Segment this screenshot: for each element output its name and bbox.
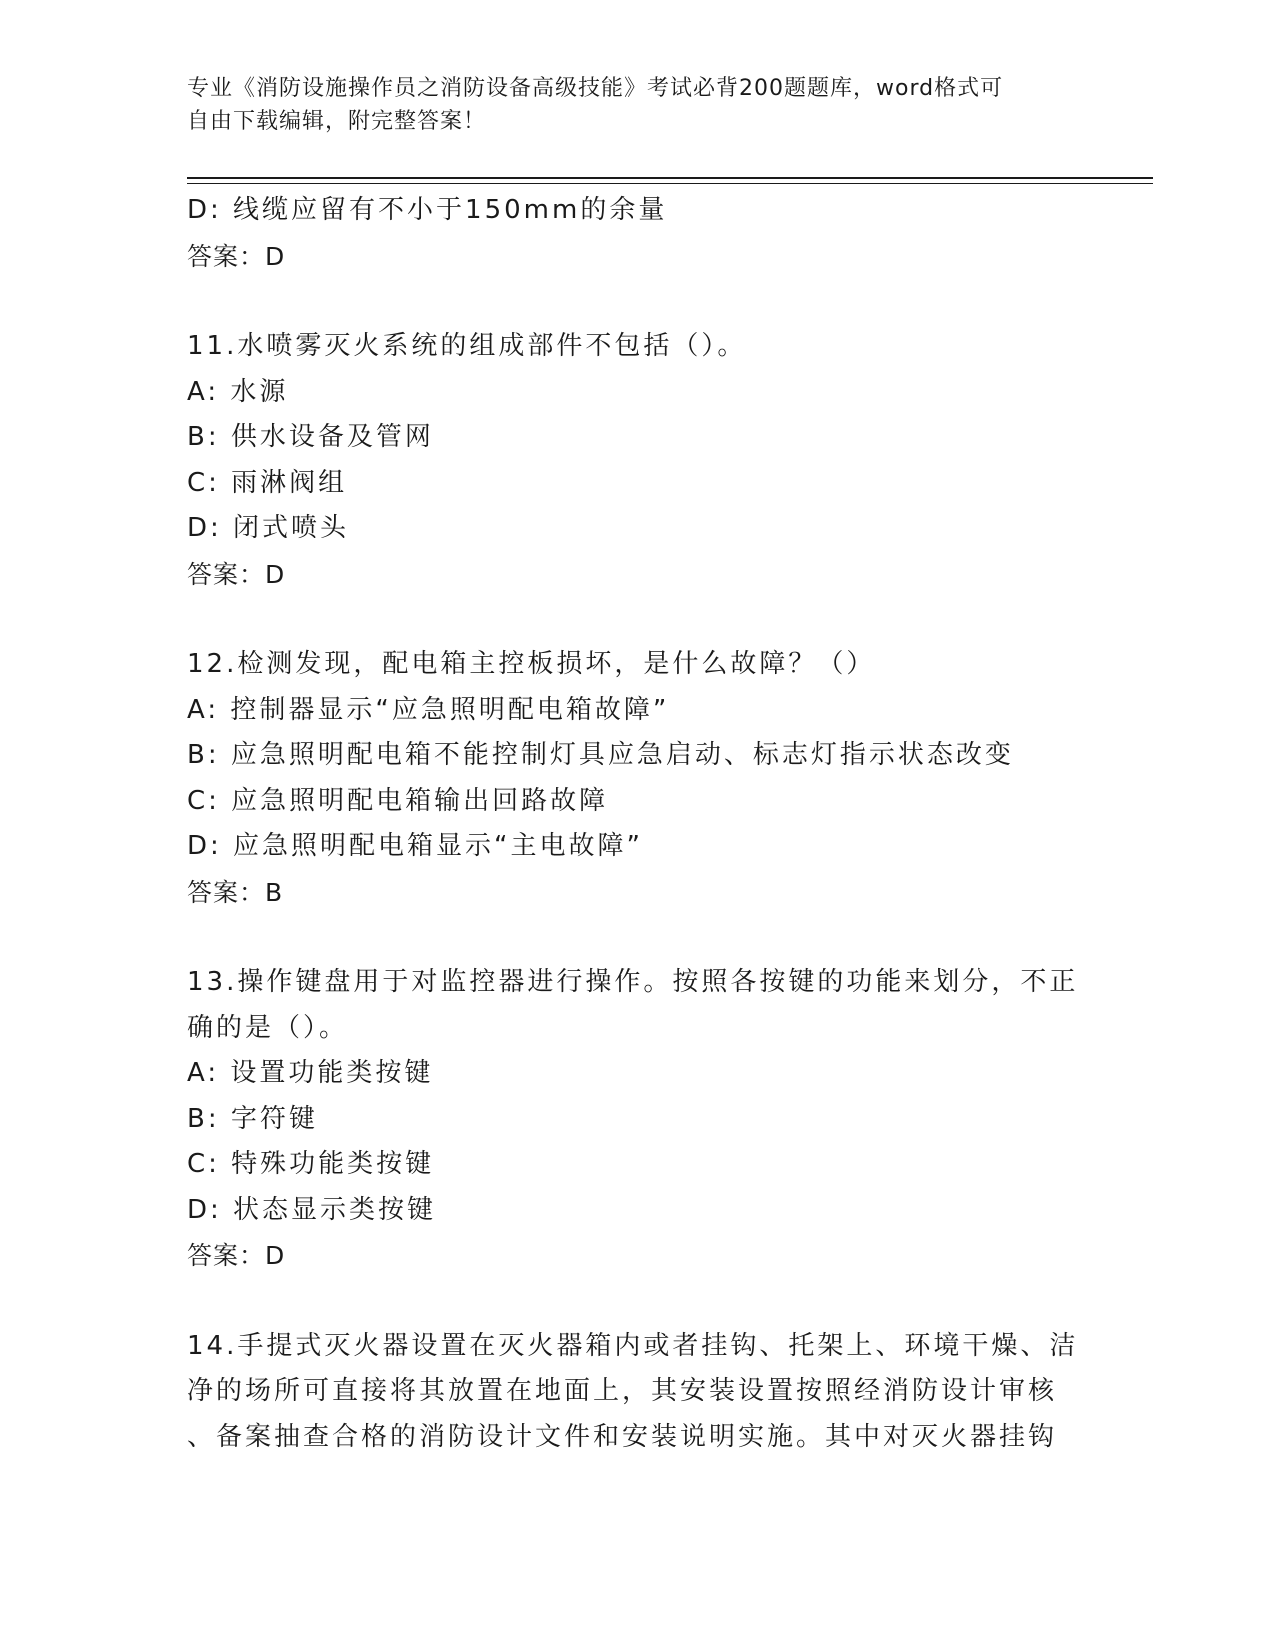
question-12 [187, 642, 1087, 915]
spacer [187, 915, 1087, 960]
question-stem-line-2: 确的是（）。 [187, 1012, 349, 1043]
option-b: B: 供水设备及管网 [187, 422, 434, 452]
option-c: C: 雨淋阀组 [187, 467, 348, 498]
option-a: A: 设置功能类按键 [187, 1058, 434, 1088]
spacer [187, 597, 1087, 642]
question-stem: 11.水喷雾灭火系统的组成部件不包括（）。 [187, 331, 747, 361]
answer-line: 答案：B [187, 877, 284, 907]
question-stem-line-3: 、备案抽查合格的消防设计文件和安装说明实施。其中对灭火器挂钩 [187, 1421, 1058, 1452]
option-b: B: 应急照明配电箱不能控制灯具应急启动、标志灯指示状态改变 [187, 740, 1014, 770]
option-c: C: 特殊功能类按键 [187, 1149, 435, 1179]
option-d: D: 闭式喷头 [187, 513, 350, 543]
header-line-1: 专业《消防设施操作员之消防设备高级技能》考试必背200题题库，word格式可 [187, 76, 1004, 101]
question-11 [187, 324, 1087, 597]
header-divider-thin [187, 183, 1153, 184]
document-header [187, 72, 1087, 138]
header-divider-thick [187, 177, 1153, 179]
option-a: A: 水源 [187, 376, 289, 407]
header-line-2: 自由下载编辑，附完整答案！ [187, 109, 487, 134]
question-stem-line-1: 14.手提式灭火器设置在灭火器箱内或者挂钩、托架上、环境干燥、洁 [187, 1330, 1079, 1361]
option-c: C: 应急照明配电箱输出回路故障 [187, 785, 609, 816]
spacer [187, 279, 1087, 324]
answer-line: 答案：D [187, 1241, 286, 1270]
option-b: B: 字符键 [187, 1103, 318, 1134]
question-13 [187, 960, 1087, 1279]
question-list [187, 188, 1087, 1460]
question-stem: 12.检测发现，配电箱主控板损坏，是什么故障？（） [187, 649, 876, 679]
spacer [187, 1279, 1087, 1324]
option-d: D: 线缆应留有不小于150mm的余量 [187, 195, 668, 225]
question-14 [187, 1324, 1087, 1461]
question-stem-line-1: 13.操作键盘用于对监控器进行操作。按照各按键的功能来划分，不正 [187, 967, 1079, 997]
answer-line: 答案：D [187, 241, 286, 271]
option-d: D: 状态显示类按键 [187, 1194, 437, 1225]
option-d: D: 应急照明配电箱显示“主电故障” [187, 831, 643, 861]
answer-line: 答案：D [187, 559, 286, 589]
option-a: A: 控制器显示“应急照明配电箱故障” [187, 694, 670, 725]
question-stem-line-2: 净的场所可直接将其放置在地面上，其安装设置按照经消防设计审核 [187, 1376, 1058, 1406]
